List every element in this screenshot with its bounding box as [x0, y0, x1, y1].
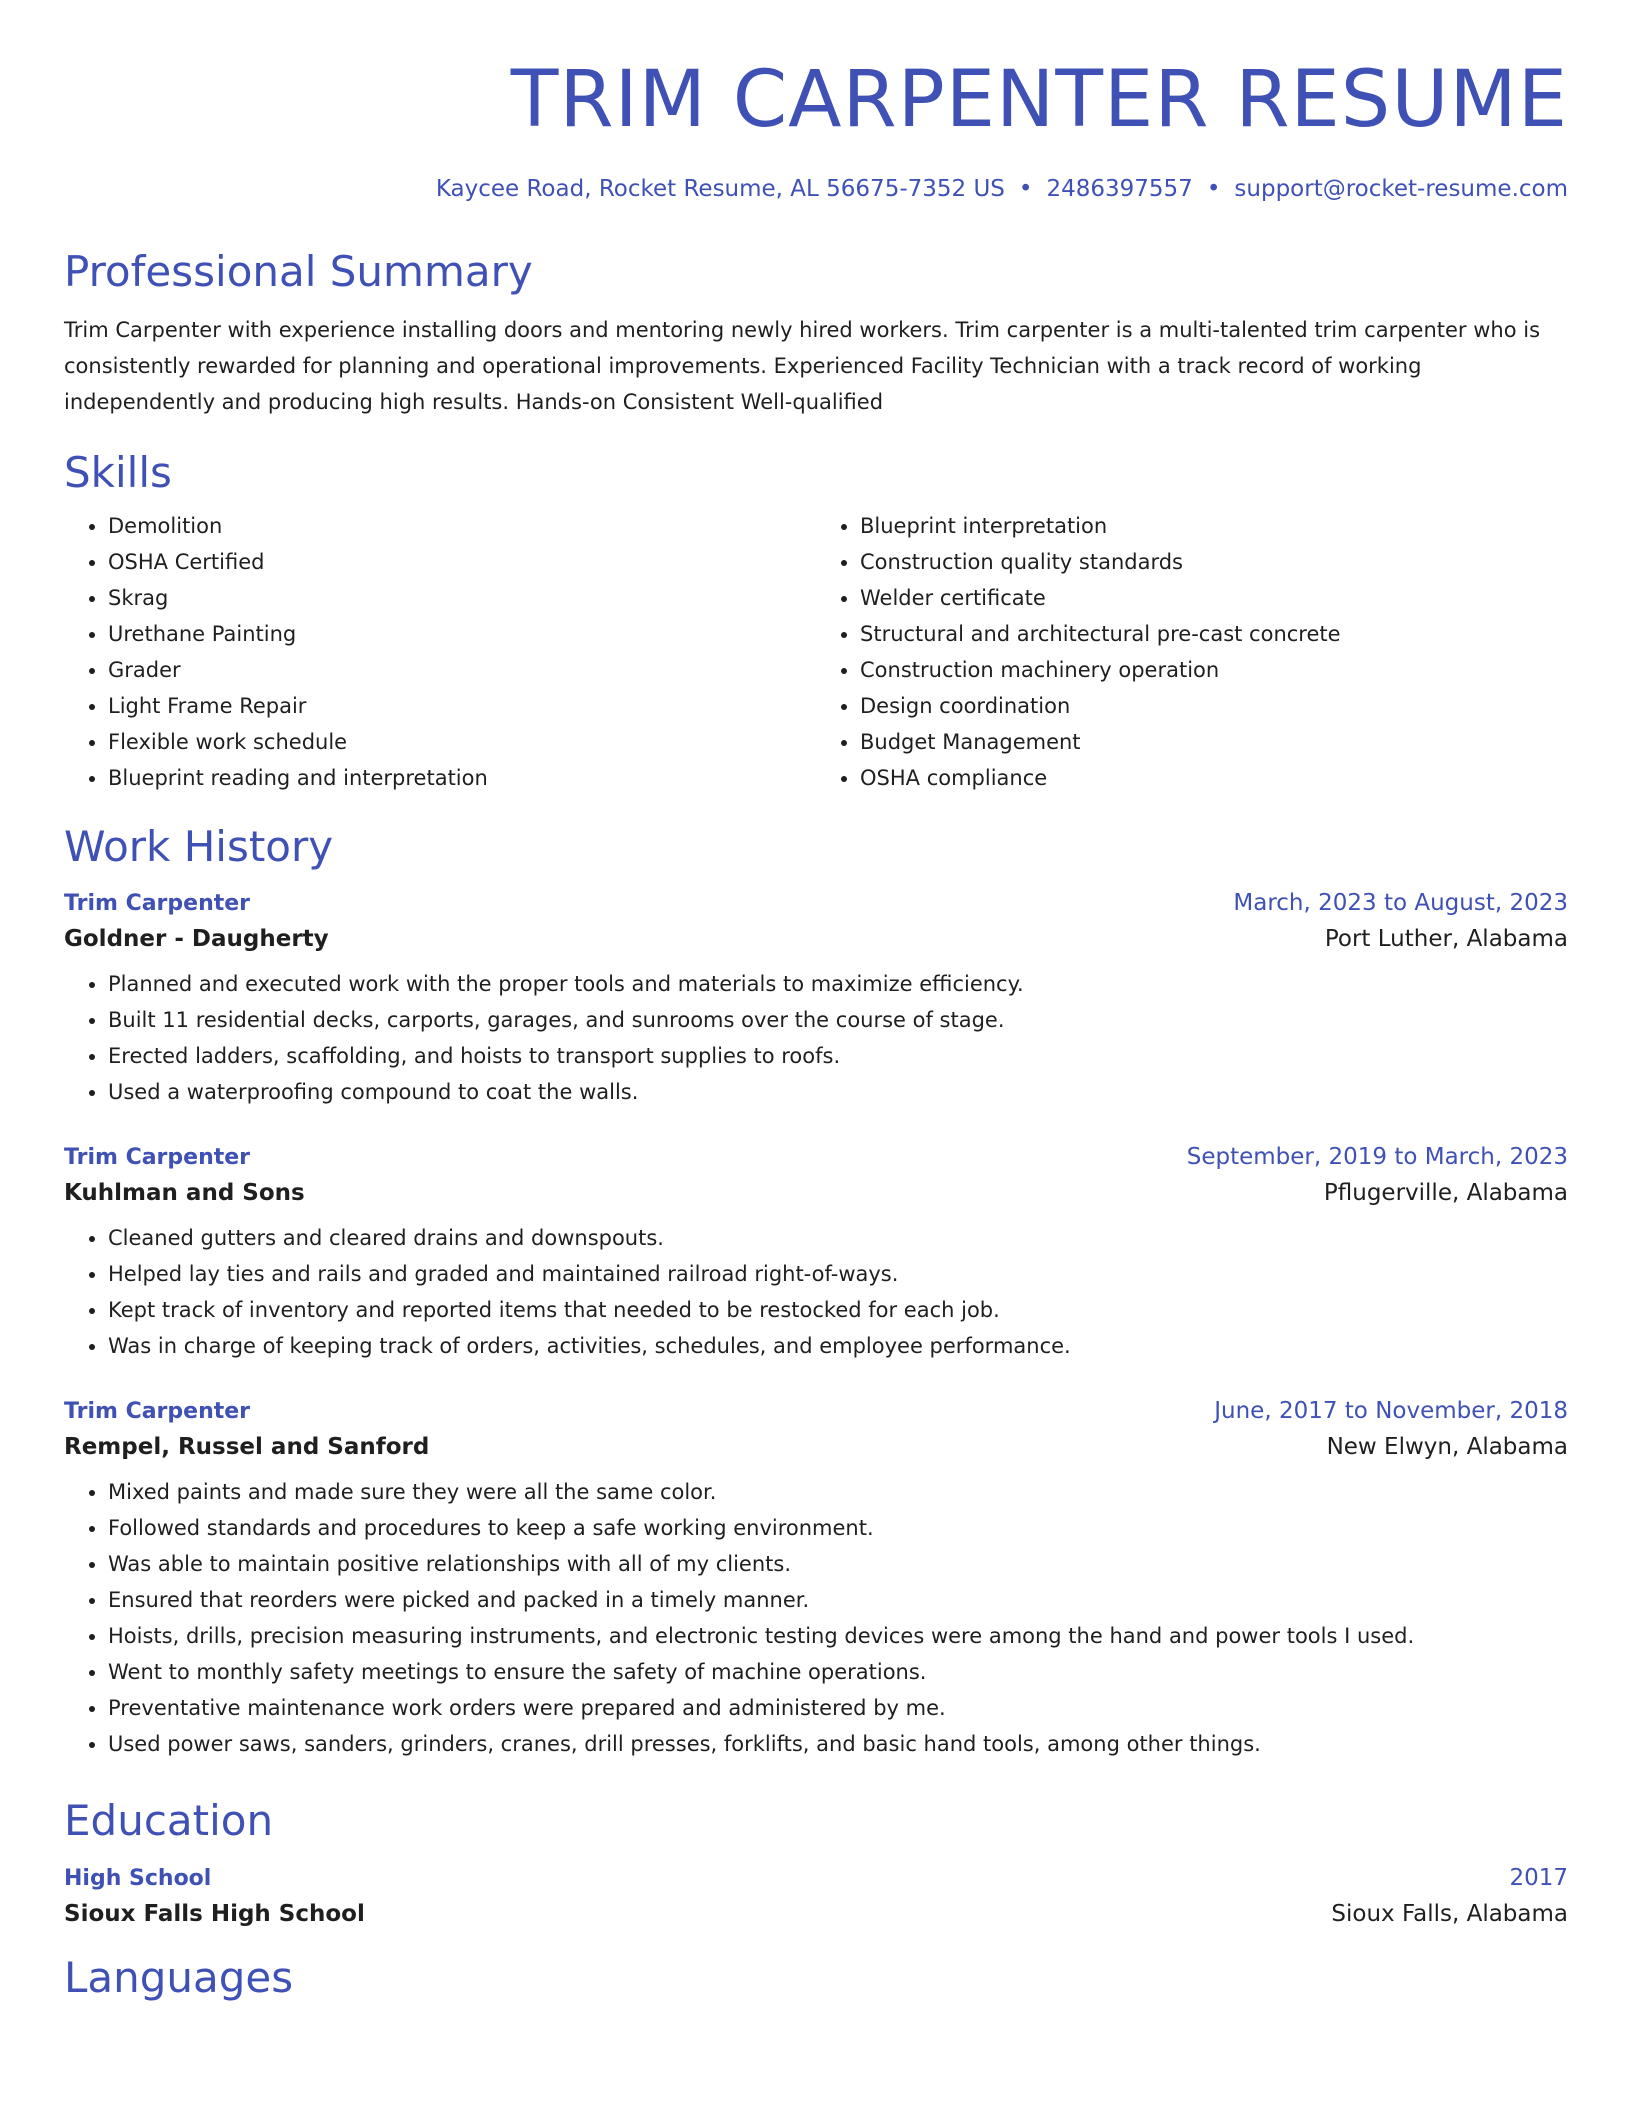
- job-bullet: • Built 11 residential decks, carports, garages, and sunrooms over the course of stage.: [108, 1002, 1568, 1038]
- job-bullet: • Was able to maintain positive relationships with all of my clients.: [108, 1546, 1568, 1582]
- job-bullet: • Followed standards and procedures to keep a safe working environment.: [108, 1510, 1568, 1546]
- education-location: Sioux Falls, Alabama: [1331, 1900, 1568, 1927]
- job-location: Port Luther, Alabama: [1324, 926, 1568, 953]
- job-employer: Rempel, Russel and Sanford: [64, 1434, 430, 1461]
- job-bullet: • Ensured that reorders were picked and packed in a timely manner.: [108, 1582, 1568, 1618]
- skill-item: • Flexible work schedule: [108, 724, 816, 760]
- job-bullet: • Erected ladders, scaffolding, and hoists to transport supplies to roofs.: [108, 1038, 1568, 1074]
- job-entry: [64, 1398, 1568, 1762]
- resume-title: TRIM CARPENTER RESUME: [510, 55, 1568, 145]
- job-bullet: • Planned and executed work with the proper tools and materials to maximize efficiency.: [108, 966, 1568, 1002]
- contact-email[interactable]: support@rocket-resume.com: [1234, 175, 1568, 202]
- education-header-row: [64, 1865, 1568, 1891]
- skill-item: • Construction quality standards: [860, 544, 1568, 580]
- job-employer-row: [64, 1434, 1568, 1460]
- job-employer-row: [64, 926, 1568, 952]
- education-heading: Education: [64, 1796, 274, 1846]
- work-history-heading: Work History: [64, 822, 334, 872]
- skills-grid: [64, 508, 1568, 796]
- education-degree: High School: [64, 1865, 212, 1891]
- job-entry: [64, 890, 1568, 1110]
- contact-separator: •: [1206, 175, 1221, 202]
- skill-item: • Blueprint reading and interpretation: [108, 760, 816, 796]
- job-bullet: • Hoists, drills, precision measuring instruments, and electronic testing devices were among the hand and power tools I used.: [108, 1618, 1568, 1654]
- education-year: 2017: [1509, 1864, 1568, 1891]
- job-dates: September, 2019 to March, 2023: [1186, 1144, 1568, 1171]
- job-bullet: • Mixed paints and made sure they were all the same color.: [108, 1474, 1568, 1510]
- contact-separator: •: [1018, 175, 1033, 202]
- education-school-row: [64, 1901, 1568, 1927]
- job-bullet: • Was in charge of keeping track of orders, activities, schedules, and employee performance.: [108, 1328, 1568, 1364]
- job-header-row: [64, 1398, 1568, 1424]
- job-dates: June, 2017 to November, 2018: [1214, 1398, 1568, 1425]
- job-bullets: [64, 1220, 1568, 1364]
- skills-heading: Skills: [64, 447, 172, 497]
- job-bullet: • Used power saws, sanders, grinders, cranes, drill presses, forklifts, and basic hand tools, among other things.: [108, 1726, 1568, 1762]
- job-role: Trim Carpenter: [64, 891, 251, 917]
- job-bullet: • Helped lay ties and rails and graded and maintained railroad right-of-ways.: [108, 1256, 1568, 1292]
- skill-item: • Demolition: [108, 508, 816, 544]
- summary-heading: Professional Summary: [64, 247, 533, 297]
- summary-text: Trim Carpenter with experience installing doors and mentoring newly hired workers. Trim carpenter is a multi-talented trim carpenter who is consistently rewarded for planning and operational improvements. Experienced Facility Technician with a track record of working independently and producing high results. Hands-on Consistent Well-qualified: [64, 317, 1541, 414]
- skill-item: • Blueprint interpretation: [860, 508, 1568, 544]
- skill-item: • OSHA compliance: [860, 760, 1568, 796]
- job-bullets: [64, 1474, 1568, 1762]
- education-entry: [64, 1865, 1568, 1927]
- skill-item: • Construction machinery operation: [860, 652, 1568, 688]
- skill-item: • Structural and architectural pre-cast concrete: [860, 616, 1568, 652]
- job-bullets: [64, 966, 1568, 1110]
- contact-line: [64, 176, 1568, 204]
- skill-item: • Design coordination: [860, 688, 1568, 724]
- education-school: Sioux Falls High School: [64, 1900, 365, 1927]
- job-employer: Kuhlman and Sons: [64, 1180, 305, 1207]
- job-bullet: • Used a waterproofing compound to coat the walls.: [108, 1074, 1568, 1110]
- resume-page: [64, 0, 1568, 2003]
- job-employer-row: [64, 1180, 1568, 1206]
- job-header-row: [64, 890, 1568, 916]
- job-role: Trim Carpenter: [64, 1399, 251, 1425]
- job-dates: March, 2023 to August, 2023: [1233, 890, 1568, 917]
- contact-phone[interactable]: 2486397557: [1046, 175, 1193, 202]
- job-bullet: • Kept track of inventory and reported items that needed to be restocked for each job.: [108, 1292, 1568, 1328]
- job-bullet: • Went to monthly safety meetings to ensure the safety of machine operations.: [108, 1654, 1568, 1690]
- job-bullet: • Preventative maintenance work orders were prepared and administered by me.: [108, 1690, 1568, 1726]
- skill-item: • Urethane Painting: [108, 616, 816, 652]
- job-location: New Elwyn, Alabama: [1326, 1434, 1568, 1461]
- languages-heading: Languages: [64, 1952, 294, 2002]
- job-employer: Goldner - Daugherty: [64, 926, 329, 953]
- skill-item: • Welder certificate: [860, 580, 1568, 616]
- contact-address: Kaycee Road, Rocket Resume, AL 56675-7352 US: [435, 175, 1005, 202]
- job-entry: [64, 1144, 1568, 1364]
- skill-item: • OSHA Certified: [108, 544, 816, 580]
- job-location: Pflugerville, Alabama: [1323, 1180, 1568, 1207]
- skill-item: • Budget Management: [860, 724, 1568, 760]
- skill-item: • Skrag: [108, 580, 816, 616]
- skill-item: • Light Frame Repair: [108, 688, 816, 724]
- skill-item: • Grader: [108, 652, 816, 688]
- job-role: Trim Carpenter: [64, 1145, 251, 1171]
- job-header-row: [64, 1144, 1568, 1170]
- skills-column-right: [816, 508, 1568, 796]
- skills-column-left: [64, 508, 816, 796]
- job-bullet: • Cleaned gutters and cleared drains and downspouts.: [108, 1220, 1568, 1256]
